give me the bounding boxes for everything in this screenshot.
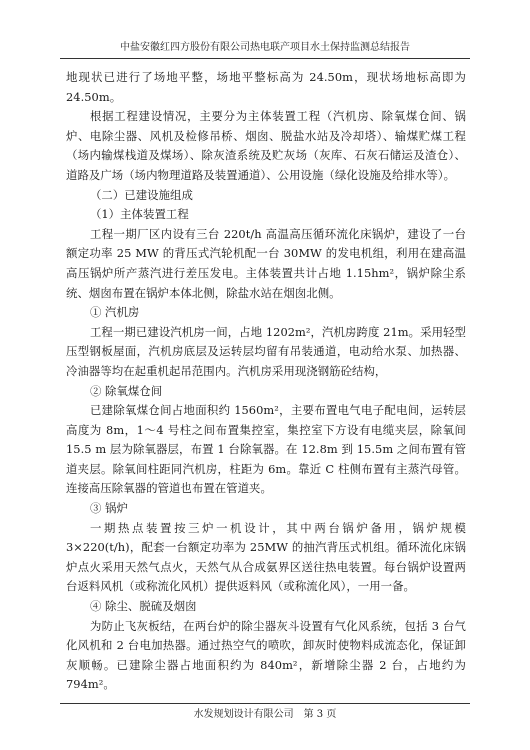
header-title: 中盐安徽红四方股份有限公司热电联产项目水土保持监测总结报告 [120,42,410,53]
document-body [66,68,466,695]
section-heading-built-facilities: （二）已建设施组成 [89,187,193,202]
page-footer [60,703,470,724]
subheading-main-equipment: （1）主体装置工程 [89,207,189,222]
item-heading-boiler: ③ 锅炉 [89,501,128,516]
item-heading-dust-removal: ④ 除尘、脱硫及烟囱 [89,599,197,614]
item-heading-turbine-house: ① 汽机房 [89,305,140,320]
item-heading-deaerator-bunker: ② 除氧煤仓间 [89,383,163,398]
footer-page-number: 第 3 页 [303,709,337,720]
paragraph-site-status: 地现状已进行了场地平整，场地平整标高为 24.50m，现状场地标高即为 24.50m。 [66,70,466,104]
paragraph-project-components: 根据工程建设情况，主要分为主体装置工程（汽机房、除氧煤仓间、锅炉、电除尘器、风机及检修吊桥、烟囱、脱盐水站及冷却塔）、输煤贮煤工程（场内输煤栈道及煤场）、除灰渣系统及贮灰场（灰库、石灰石储运及渣仓）、道路及广场（场内物理道路及装置通道）、公用设施（绿化设施及给排水等）。 [66,109,466,182]
paragraph-dust-removal: 为防止飞灰板结，在两台炉的除尘器灰斗设置有气化风系统，包括 3 台气化风机和 2 台电加热器。通过热空气的喷吹，卸灰时使物料成流态化，保证卸灰顺畅。已建除尘器占地面积约为 840m²，新增除尘器 2 台，占地约为 794m²。 [66,618,466,692]
paragraph-turbine-house: 工程一期已建设汽机房一间，占地 1202m²，汽机房跨度 21m。采用轻型压型钢板屋面，汽机房底层及运转层均留有吊装通道，电动给水泵、加热器、冷油器等均在起重机起吊范围内。汽机房采用现浇钢筋砼结构， [66,324,466,378]
page-header [60,40,470,59]
paragraph-deaerator-bunker: 已建除氧煤仓间占地面积约 1560m²，主要布置电气电子配电间，运转层高度为 8m，1～4 号柱之间布置集控室，集控室下方设有电缆夹层，除氧间 15.5 m 层为除氧器层，布置 1 台除氧器。在 12.8m 到 15.5m 之间布置有管道夹层。除氧间柱距同汽机房，柱距为 6m。靠近 C 柱侧布置有主蒸汽母管。连接高压除氧器的管道也布置在管道夹。 [66,403,466,496]
paragraph-main-equipment: 工程一期厂区内设有三台 220t/h 高温高压循环流化床锅炉，建设了一台额定功率 25 MW 的背压式汽轮机配一台 30MW 的发电机组，利用在建高温高压锅炉所产蒸汽进行差压发电。主体装置共计占地 1.15hm²，锅炉除尘系统、烟囱布置在锅炉本体北侧，除盐水站在烟囱北侧。 [66,226,466,300]
paragraph-boiler: 一期热点装置按三炉一机设计，其中两台锅炉备用，锅炉规模 3×220(t/h)，配套一台额定功率为 25MW 的抽汽背压式机组。循环流化床锅炉点火采用天然气点火，天然气从合成氨界区送往热电装置。每台锅炉设置两台返料风机（或称流化风机）提供返料风（或称流化风），一用一备。 [66,520,466,594]
footer-company: 水发规划设计有限公司 [193,709,294,720]
